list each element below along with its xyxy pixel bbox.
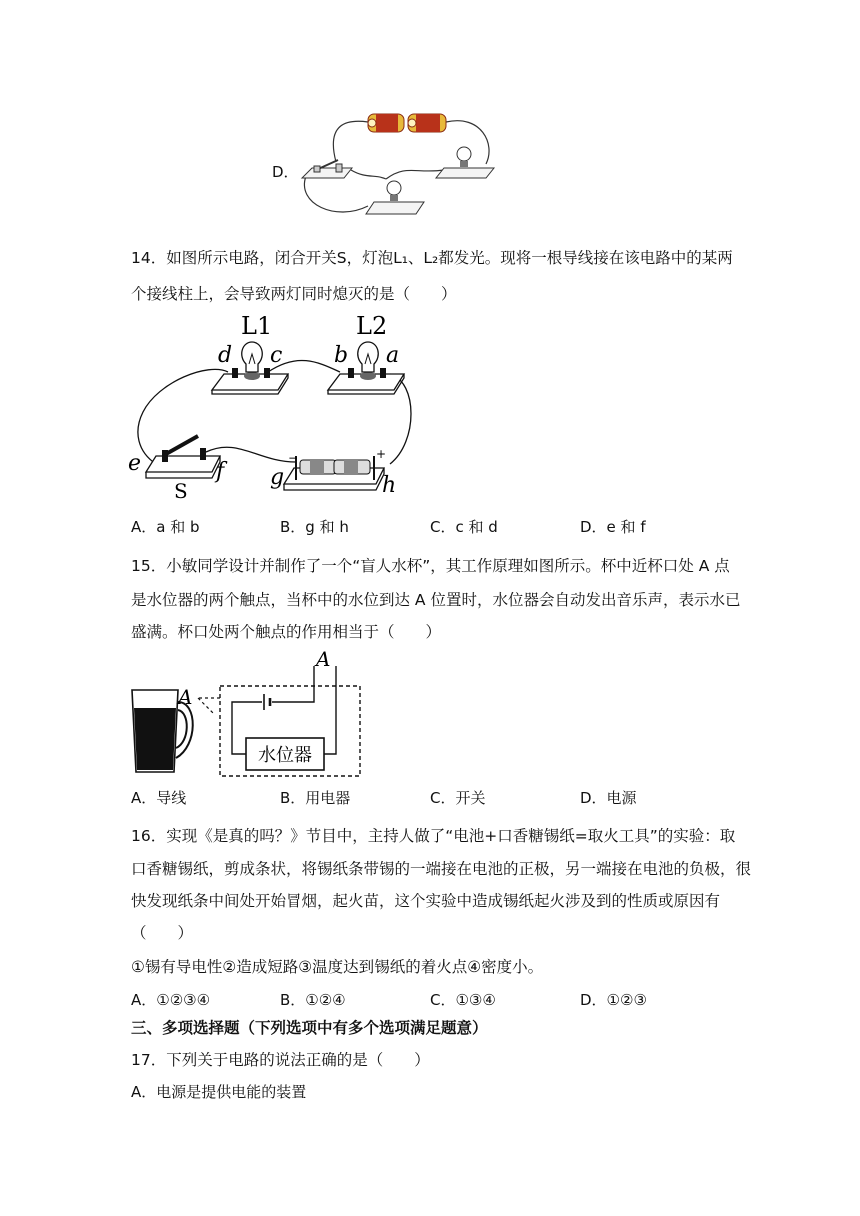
q17-stem-line1: 17．下列关于电路的说法正确的是（ ） bbox=[131, 1051, 430, 1069]
terminal-c-label: c bbox=[270, 343, 283, 368]
q14-option-d[interactable]: D．e 和 f bbox=[580, 518, 646, 536]
minus-label: − bbox=[288, 451, 299, 465]
q16-stem-line2: 口香糖锡纸，剪成条状，将锡纸条带锡的一端接在电池的正极，另一端接在电池的负极，很 bbox=[131, 860, 752, 878]
contact-a-top-label: A bbox=[316, 647, 331, 671]
q16-option-b[interactable]: B．①②④ bbox=[280, 991, 346, 1009]
lamp-icon bbox=[436, 147, 494, 178]
q14-stem-line2: 个接线柱上，会导致两灯同时熄灭的是（ ） bbox=[131, 285, 457, 303]
switch-s-label: S bbox=[174, 479, 188, 502]
terminal-b-label: b bbox=[334, 343, 349, 368]
q16-stem-line5: ①锡有导电性②造成短路③温度达到锡纸的着火点④密度小。 bbox=[131, 958, 544, 976]
battery-icon bbox=[368, 114, 404, 132]
q14-option-a[interactable]: A．a 和 b bbox=[131, 518, 200, 536]
q15-stem-line2: 是水位器的两个触点，当杯中的水位到达 A 位置时，水位器会自动发出音乐声，表示水已 bbox=[131, 591, 741, 609]
q16-option-d[interactable]: D．①②③ bbox=[580, 991, 647, 1009]
q15-option-c[interactable]: C．开关 bbox=[430, 789, 486, 807]
lamp-l1-label: L1 bbox=[241, 312, 273, 340]
q16-option-a[interactable]: A．①②③④ bbox=[131, 991, 211, 1009]
q15-stem-line1: 15．小敏同学设计并制作了一个“盲人水杯”，其工作原理如图所示。杯中近杯口处 A 点 bbox=[131, 557, 730, 575]
water-level-device-label: 水位器 bbox=[258, 745, 312, 766]
q16-stem-line4: （ ） bbox=[131, 924, 194, 942]
section3-title: 三、多项选择题（下列选项中有多个选项满足题意） bbox=[131, 1019, 488, 1037]
terminal-d-label: d bbox=[218, 343, 233, 368]
q15-option-d[interactable]: D．电源 bbox=[580, 789, 637, 807]
terminal-g-label: g bbox=[270, 465, 285, 490]
switch-s-icon bbox=[146, 436, 220, 478]
battery-holder-icon bbox=[284, 456, 384, 490]
q15-option-b[interactable]: B．用电器 bbox=[280, 789, 351, 807]
battery-icon bbox=[408, 114, 446, 132]
q16-stem-line1: 16．实现《是真的吗？》节目中，主持人做了“电池+口香糖锡纸=取火工具”的实验：取 bbox=[131, 827, 736, 845]
q14-option-c[interactable]: C．c 和 d bbox=[430, 518, 498, 536]
q13-option-d-label: D． bbox=[272, 163, 299, 181]
q14-circuit-figure bbox=[128, 312, 418, 502]
q15-circuit-figure bbox=[128, 646, 368, 780]
terminal-h-label: h bbox=[382, 473, 397, 498]
plus-label: + bbox=[376, 447, 387, 461]
terminal-a-label: a bbox=[386, 343, 400, 368]
q14-option-b[interactable]: B．g 和 h bbox=[280, 518, 349, 536]
q13-option-d-circuit bbox=[296, 104, 506, 222]
q17-option-a[interactable]: A．电源是提供电能的装置 bbox=[131, 1083, 307, 1101]
contact-a-cup-label: A bbox=[178, 685, 193, 709]
terminal-f-label: f bbox=[216, 459, 225, 484]
q16-stem-line3: 快发现纸条中间处开始冒烟，起火苗，这个实验中造成锡纸起火涉及到的性质或原因有 bbox=[131, 892, 721, 910]
q15-option-a[interactable]: A．导线 bbox=[131, 789, 187, 807]
q15-stem-line3: 盛满。杯口处两个触点的作用相当于（ ） bbox=[131, 623, 442, 641]
battery-symbol-icon bbox=[264, 694, 270, 710]
q14-stem-line1: 14．如图所示电路，闭合开关S，灯泡L₁、L₂都发光。现将一根导线接在该电路中的某两 bbox=[131, 249, 733, 267]
q16-option-c[interactable]: C．①③④ bbox=[430, 991, 496, 1009]
terminal-e-label: e bbox=[128, 451, 142, 476]
lamp-l2-label: L2 bbox=[356, 312, 388, 340]
knife-switch-icon bbox=[302, 160, 352, 178]
lamp-icon bbox=[366, 181, 424, 214]
